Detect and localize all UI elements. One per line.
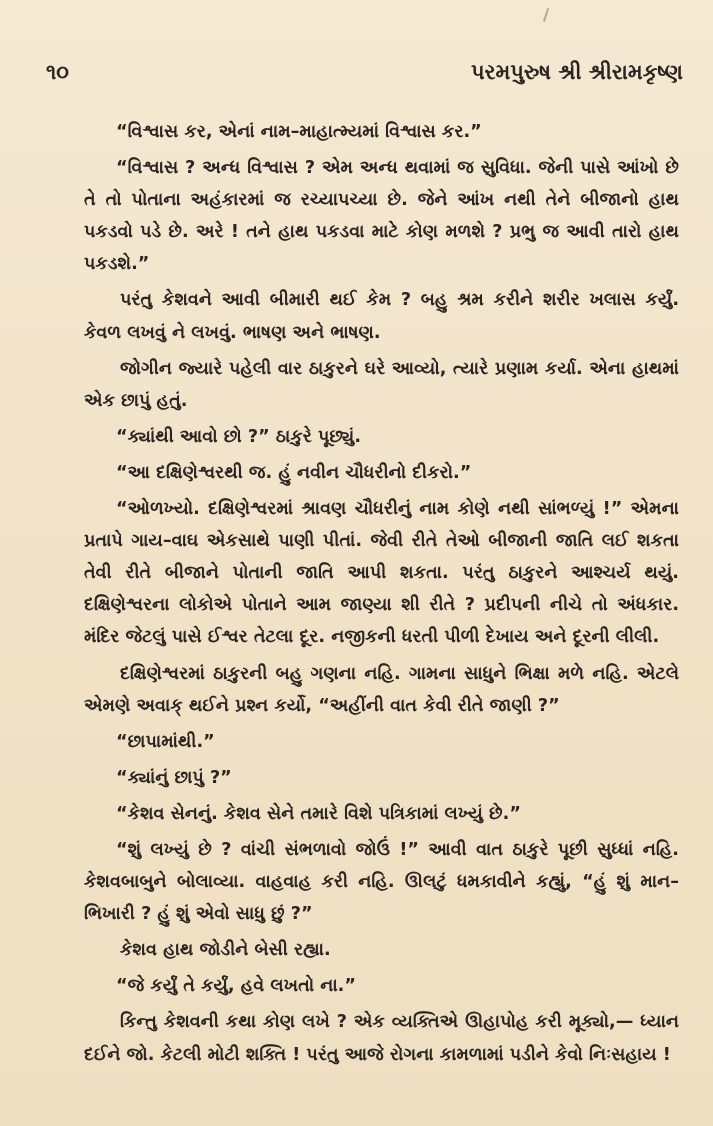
paragraph-6: “આ દક્ષિણેશ્વરથી જ. હું નવીન ચૌધરીનો દીકરો.” — [116, 462, 472, 483]
paragraph-1: “વિશ્વાસ કર, એનાં નામ–માહાત્મ્યમાં વિશ્વાસ કર.” — [116, 122, 482, 142]
paragraph-15: કિન્તુ કેશવની કથા કોણ લખે ? એક વ્યક્તિએ ઊહાપોહ કરી મૂક્યો,— ધ્યાન દઈને જો. કેટલી મોટી શક્તિ ! પરંતુ આજે રોગના કામળામાં પડીને કેવો નિઃસહાય ! — [84, 1012, 679, 1065]
paragraph-2: “વિશ્વાસ ? અન્ધ વિશ્વાસ ? એમ અન્ધ થવામાં જ સુવિધા. જેની પાસે આંખો છે તે તો પોતાના અહંકારમાં જ રચ્યાપચ્યા છે. જેને આંખ નથી તેને બીજાનો હાથ પકડવો પડે છે. અરે ! તને હાથ પકડવા માટે કોણ મળશે ? પ્રભુ જ આવી તારો હાથ પકડશે.” — [84, 158, 679, 275]
paragraph-7: “ઓળખ્યો. દક્ષિણેશ્વરમાં શ્રાવણ ચૌધરીનું નામ કોણે નથી સાંભળ્યું !” એમના પ્રતાપે ગાય–વાઘ એકસાથે પાણી પીતાં. જેવી રીતે તેઓ બીજાની જાતિ લઈ શકતા તેવી રીતે બીજાને પોતાની જાતિ આપી શકતા. પરંતુ ઠાકુરને આશ્ચર્ય થયું. દક્ષિણેશ્વરના લોકોએ પોતાને આમ જાણ્યા શી રીતે ? પ્રદીપની નીચે તો અંધકાર. મંદિર જેટલું પાસે ઈશ્વર તેટલા દૂર. નજીકની ધરતી પીળી દેખાય અને દૂરની લીલી. — [84, 499, 679, 648]
paragraph-5: “ક્યાંથી આવો છો ?” ઠાકુરે પૂછ્યું. — [116, 426, 362, 447]
paragraph-3: પરંતુ કેશવને આવી બીમારી થઈ કેમ ? બહુ શ્રમ કરીને શરીર ખલાસ કર્યું. કેવળ લખવું ને લખવું. ભાષણ અને ભાષણ. — [84, 290, 679, 343]
paragraph-13: કેશવ હાથ જોડીને બેસી રહ્યા. — [120, 940, 331, 961]
paragraph-14: “જે કર્યું તે કર્યું, હવે લખતો ના.” — [116, 976, 356, 997]
paragraph-9: “છાપામાંથી.” — [116, 731, 215, 752]
page-header — [46, 60, 683, 96]
paragraph-11: “કેશવ સેનનું. કેશવ સેને તમારે વિશે પત્રિકામાં લખ્યું છે.” — [116, 803, 521, 824]
paragraph-10: “ક્યાંનું છાપું ?” — [116, 767, 232, 788]
pencil-mark — [543, 8, 549, 22]
paragraph-12: “શું લખ્યું છે ? વાંચી સંભળાવો જોઉં !” આવી વાત ઠાકુરે પૂછી સુધ્ધાં નહિ. કેશવબાબુને બોલાવ્યા. વાહવાહ કરી નહિ. ઊલટું ધમકાવીને કહ્યું, “હું શું માન–ભિખારી ? હું શું એવો સાધુ છું ?” — [84, 839, 679, 925]
body-text — [84, 116, 679, 1075]
paragraph-4: જોગીન જ્યારે પહેલી વાર ઠાકુરને ઘરે આવ્યો, ત્યારે પ્રણામ કર્યા. એના હાથમાં એક છાપું હતું. — [84, 358, 679, 411]
paragraph-8: દક્ષિણેશ્વરમાં ઠાકુરની બહુ ગણના નહિ. ગામના સાધુને ભિક્ષા મળે નહિ. એટલે એમણે અવાક્ થઈને પ્રશ્ન કર્યો, “અહીંની વાત કેવી રીતે જાણી ?” — [84, 663, 679, 716]
page-number: ૧૦ — [46, 60, 69, 84]
running-title: પરમપુરુષ શ્રી શ્રીરામકૃષ્ણ — [470, 60, 683, 84]
